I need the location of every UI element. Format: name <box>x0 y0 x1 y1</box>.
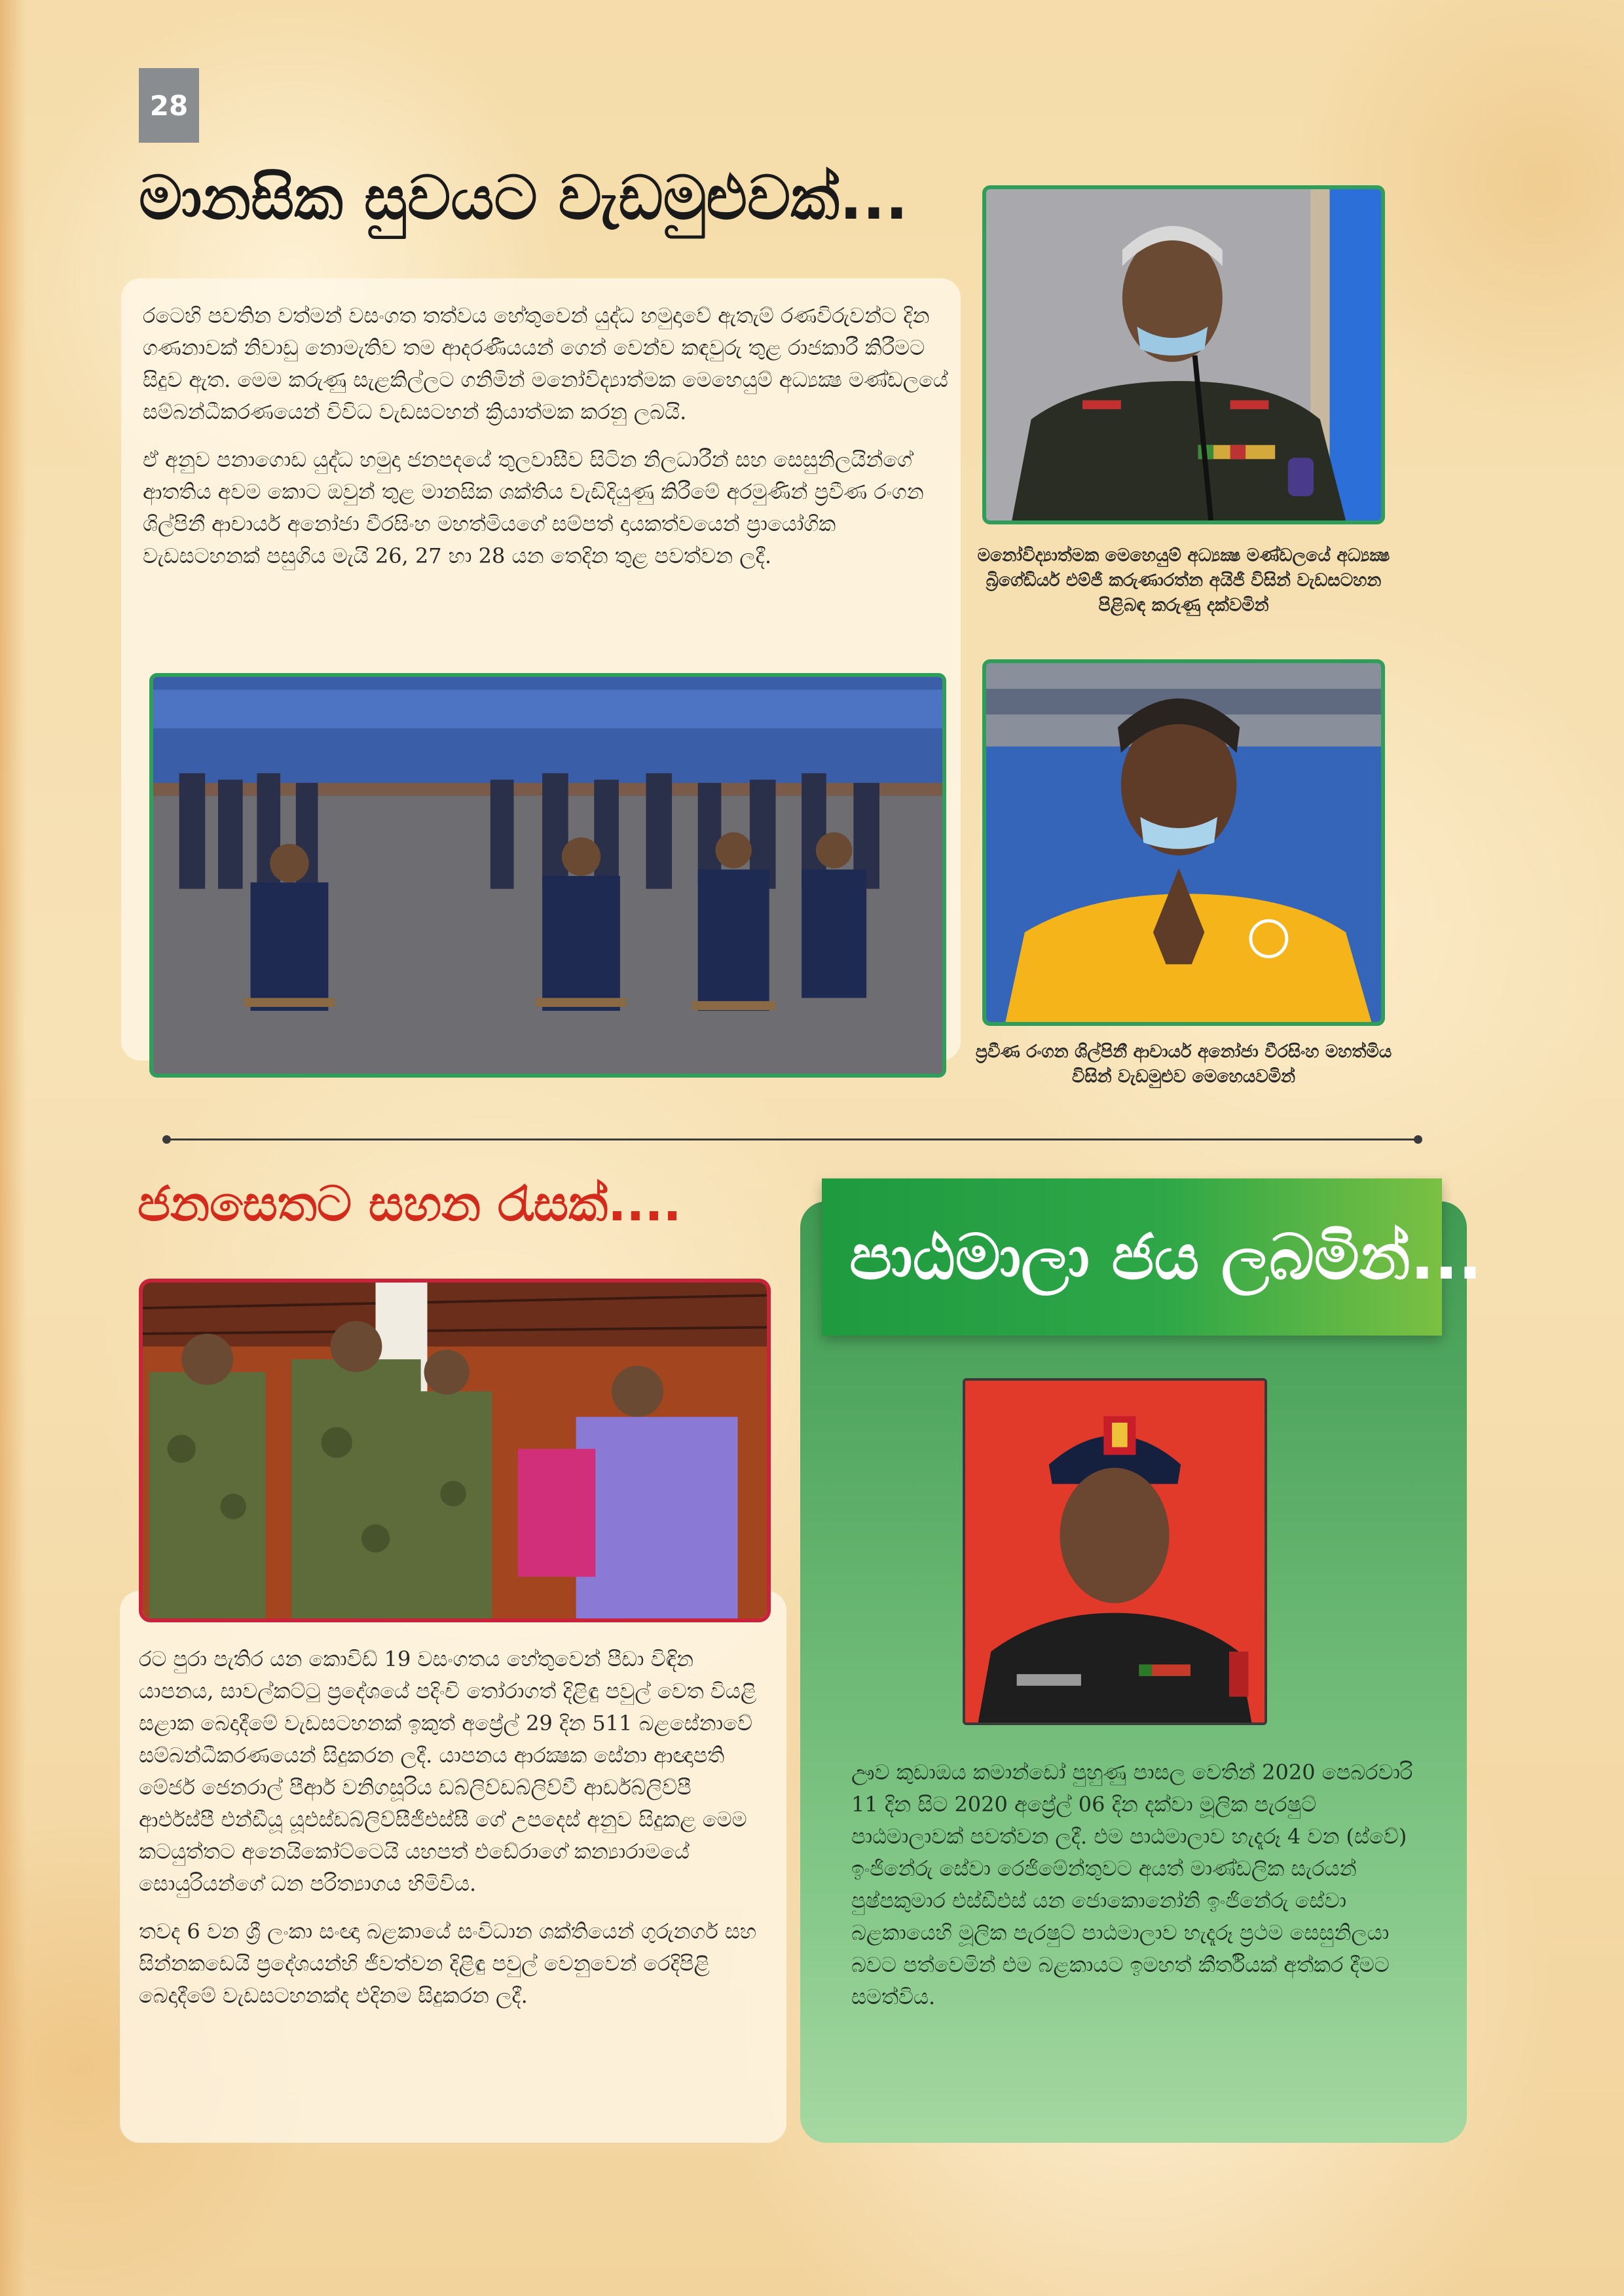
photo-officer-speaking <box>982 185 1385 524</box>
photo-soldier-portrait <box>963 1378 1267 1725</box>
photo-workshop-participants <box>149 673 946 1078</box>
paragraph: තවද 6 වන ශ්‍රී ලංකා සංඥා බළකායේ සංවිධාන ශක්තියෙන් ගුරුනගර් සහ සින්නකඩෙයි ප්‍රදේශයන්හි ජීවත්වන දිළිඳු පවුල් වෙනුවෙන් රෙදිපිළි බෙදාදීමේ වැඩසටහනක්ද එදිනම සිදුකරන ලදී. <box>139 1919 757 2008</box>
paragraph: ඒ අනුව පනාගොඩ යුද්ධ හමුදා ජනපදයේ තුලවාසීව සිටින නිලධාරීන් සහ සෙසුනිලයින්ගේ ආතතිය අවම කොට ඔවුන් තුළ මානසික ශක්තිය වැඩිදියුණු කිරීමේ අරමුණින් ප්‍රවීණ රංගන ශිල්පිනී ආචාර්ය අනෝජා වීරසිංහ මහත්මියගේ සම්පත් දායකත්වයෙන් ප්‍රායෝගික වැඩසටහනක් පසුගිය මැයි 26, 27 හා 28 යන තෙදින තුළ පවත්වන ලදී. <box>143 447 924 568</box>
article-body-relief <box>139 1643 767 2012</box>
article-body-workshop <box>143 300 948 572</box>
page-edge-decoration <box>0 0 26 2296</box>
paragraph: රට පුරා පැතිර යන කොවිඩ් 19 වසංගතය හේතුවෙන් පීඩා විඳින යාපනය, සාවල්කට්ටු ප්‍රදේශයේ පදිංචි තෝරාගත් දිළිඳු පවුල් වෙත වියළි සළාක බෙදාදීමේ වැඩසටහනක් ඉකුත් අප්‍රේල් 29 දින 511 බළසේනාවේ සම්බන්ධීකරණයෙන් සිදුකරන ලදී. යාපනය ආරක්‍ෂක සේනා ආඥාපති මේජර් ජෙනරාල් පීආර් වනිගසූරිය ඩබ්ලිව්ඩබ්ලිව්වී ආර්ඩබ්ලිව්පී ආර්එස්පී එන්ඩීයූ යූඑස්ඩබ්ලිව්සීජීඑස්සී ගේ උපදෙස් අනුව සිදුකළ මෙම කටයුත්තට අනෙයිකෝට්ටෙයි යහපත් එඩේරාගේ කන්‍යාරාමයේ සොයුරියන්ගේ ධන පරිත්‍යාගය හිමිවිය. <box>139 1647 757 1896</box>
paragraph: රටෙහි පවතින වත්මන් වසංගත තත්වය හේතුවෙන් යුද්ධ හමුදාවේ ඇතැම් රණවිරුවන්ට දින ගණනාවක් නිවාඩු නොමැතිව තම ආදරණීයයන් ගෙන් වෙන්ව කඳවුරු තුළ රාජකාරී කිරීමට සිදුව ඇත. මෙම කරුණු සැළකිල්ලට ගනිමින් මනෝවිද්‍යාත්මක මෙහෙයුම් අධ්‍යක්‍ෂ මණ්ඩලයේ සම්බන්ධීකරණයෙන් විවිධ වැඩසටහන් ක්‍රියාත්මක කරනු ලබයි. <box>143 303 948 424</box>
page-number: 28 <box>139 68 199 143</box>
caption-officer: මනෝවිද්‍යාත්මක මෙහෙයුම් අධ්‍යක්‍ෂ මණ්ඩලයේ අධ්‍යක්‍ෂ බ්‍රිගේඩියර් එම්ජී කරුණාරත්න අයිජී විසින් වැඩසටහන පිළිබඳ කරුණු දක්වමින් <box>977 545 1390 615</box>
article-title-relief: ජනසෙතට සහන රැසක්.... <box>138 1176 682 1232</box>
article-title-banner-course <box>822 1178 1483 1336</box>
photo-artist-leading-workshop <box>982 659 1385 1026</box>
article-title-workshop: මානසික සුවයට වැඩමුළුවක්... <box>139 163 908 233</box>
photo-relief-distribution <box>139 1279 771 1622</box>
section-divider <box>166 1139 1418 1140</box>
article-title-course: පාඨමාලා ජය ලබමින්... <box>849 1220 1483 1294</box>
caption-artist: ප්‍රවීණ රංගන ශිල්පිනී ආචාර්ය අනෝජා වීරසිංහ මහත්මිය විසින් වැඩමුළුව මෙහෙයවමින් <box>975 1042 1392 1087</box>
article-body-course: ඌව කුඩාඔය කමාන්ඩෝ පුහුණු පාසල වෙතින් 2020 පෙබරවාරි 11 දින සිට 2020 අප්‍රේල් 06 දින දක්වා මූලික පැරෂුට් පාඨමාලාවක් පවත්වන ලදී. එම පාඨමාලාව හැදෑරූ 4 වන (ස්වේ) ඉංජිනේරු සේවා රෙජිමේන්තුවට අයත් මාණ්ඩලික සැරයන් පුෂ්පකුමාර එස්ඩීඑස් යන ජොකොනෝනි ඉංජිනේරු සේවා බළකායෙහි මූලික පැරෂුට් පාඨමාලාව හැදෑරූ ප්‍රථම සෙසුනිලයා බවට පත්වෙමින් එම බළකායට ඉමහත් කීර්තියක් අත්කර දීමට සමත්විය. <box>851 1760 1413 2009</box>
